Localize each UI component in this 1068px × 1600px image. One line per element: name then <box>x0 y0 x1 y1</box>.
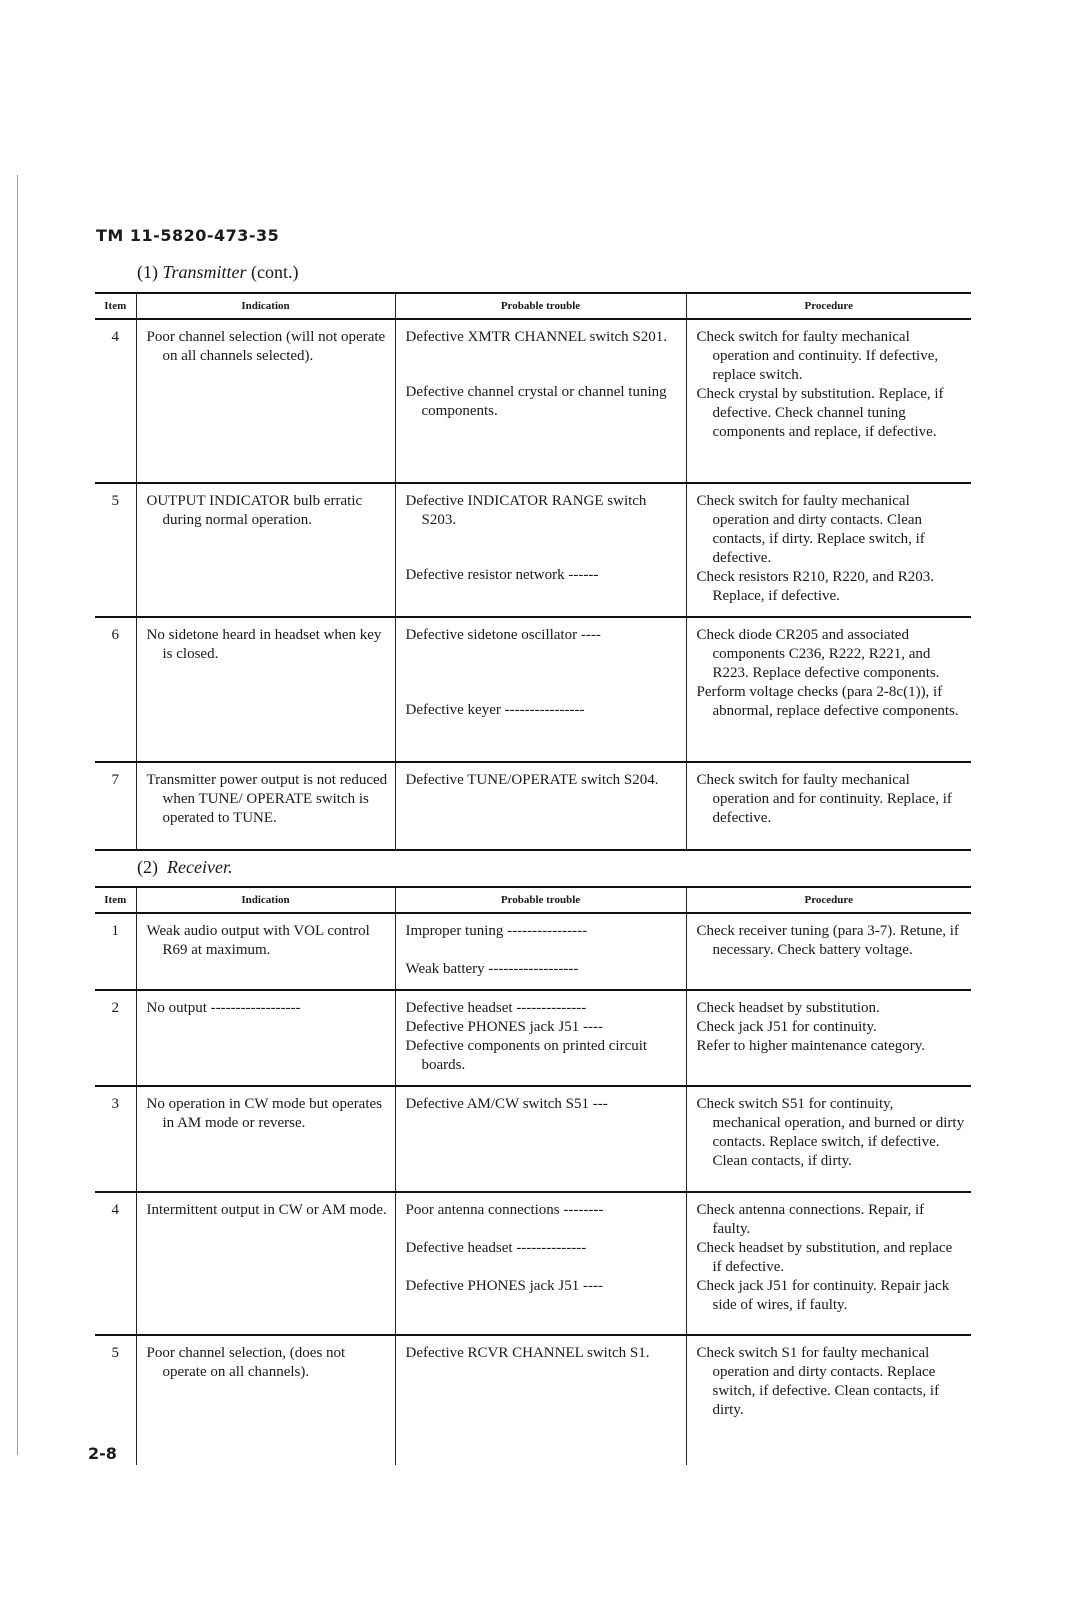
trouble-text: Defective headset -------------- <box>405 1240 587 1256</box>
trouble-text: Defective components on printed circuit boards. <box>405 1038 648 1073</box>
item-number: 7 <box>95 762 136 850</box>
page-number: 2-8 <box>88 1444 117 1463</box>
indication-text: Intermittent output in CW or AM mode. <box>146 1202 387 1218</box>
table-row <box>95 617 971 762</box>
procedure-text: Check crystal by substitution. Replace, if defective. Check channel tuning components and replace, if defective. <box>696 386 944 440</box>
col-header-item: Item <box>95 293 136 319</box>
table-header-row <box>95 293 971 319</box>
table-row <box>95 1335 971 1465</box>
procedure-text: Check receiver tuning (para 3-7). Retune, if necessary. Check battery voltage. <box>696 923 959 958</box>
trouble-text: Defective INDICATOR RANGE switch S203. <box>405 493 647 528</box>
indication-text: Transmitter power output is not reduced when TUNE/ OPERATE switch is operated to TUNE. <box>146 772 388 826</box>
procedure-text: Perform voltage checks (para 2-8c(1)), if abnormal, replace defective components. <box>696 684 959 719</box>
procedure-text: Check jack J51 for continuity. <box>696 1019 877 1035</box>
transmitter-table <box>95 292 971 851</box>
trouble-text: Defective AM/CW switch S51 --- <box>405 1096 608 1112</box>
procedure-text: Check switch S1 for faulty mechanical operation and dirty contacts. Replace switch, if defective. Clean contacts, if dirty. <box>696 1345 940 1418</box>
procedure-text: Check headset by substitution, and replace if defective. <box>696 1240 953 1275</box>
trouble-text: Poor antenna connections -------- <box>405 1202 604 1218</box>
procedure-text: Check switch for faulty mechanical operation and continuity. If defective, replace switch. <box>696 329 939 383</box>
table-header-row <box>95 887 971 913</box>
left-margin-line <box>17 175 18 1455</box>
item-number: 3 <box>95 1086 136 1192</box>
trouble-text: Defective PHONES jack J51 ---- <box>405 1019 603 1035</box>
transmitter-section-suffix: (cont.) <box>251 262 299 282</box>
transmitter-section-title <box>137 262 299 283</box>
transmitter-section-number: (1) <box>137 262 158 282</box>
col-header-indication: Indication <box>136 293 395 319</box>
procedure-text: Check switch for faulty mechanical operation and dirty contacts. Clean contacts, if dirty. Replace switch, if defective. <box>696 493 925 566</box>
procedure-text: Refer to higher maintenance category. <box>696 1038 926 1054</box>
col-header-indication: Indication <box>136 887 395 913</box>
item-number: 4 <box>95 1192 136 1335</box>
indication-text: Poor channel selection, (does not operate on all channels). <box>146 1345 346 1380</box>
trouble-text: Defective resistor network ------ <box>405 567 599 583</box>
trouble-text: Weak battery ------------------ <box>405 961 579 977</box>
receiver-section-name: Receiver. <box>167 857 233 877</box>
table-row <box>95 913 971 990</box>
indication-text: No output ------------------ <box>146 1000 301 1016</box>
procedure-text: Check switch S51 for continuity, mechanical operation, and burned or dirty contacts. Replace switch, if defective. Clean contacts, if dirty. <box>696 1096 965 1169</box>
indication-text: OUTPUT INDICATOR bulb erratic during normal operation. <box>146 493 363 528</box>
col-header-trouble: Probable trouble <box>395 293 686 319</box>
item-number: 5 <box>95 483 136 617</box>
trouble-text: Defective PHONES jack J51 ---- <box>405 1278 603 1294</box>
table-row <box>95 762 971 850</box>
trouble-text: Defective sidetone oscillator ---- <box>405 627 601 643</box>
trouble-text: Defective keyer ---------------- <box>405 702 585 718</box>
trouble-text: Defective headset -------------- <box>405 1000 587 1016</box>
item-number: 1 <box>95 913 136 990</box>
indication-text: Weak audio output with VOL control R69 at maximum. <box>146 923 370 958</box>
indication-text: Poor channel selection (will not operate on all channels selected). <box>146 329 386 364</box>
trouble-text: Defective RCVR CHANNEL switch S1. <box>405 1345 650 1361</box>
trouble-text: Defective XMTR CHANNEL switch S201. <box>405 329 667 345</box>
col-header-procedure: Procedure <box>686 293 971 319</box>
col-header-trouble: Probable trouble <box>395 887 686 913</box>
procedure-text: Check antenna connections. Repair, if faulty. <box>696 1202 925 1237</box>
table-row <box>95 483 971 617</box>
trouble-text: Defective channel crystal or channel tuning components. <box>405 384 667 419</box>
col-header-procedure: Procedure <box>686 887 971 913</box>
col-header-item: Item <box>95 887 136 913</box>
procedure-text: Check jack J51 for continuity. Repair jack side of wires, if faulty. <box>696 1278 950 1313</box>
procedure-text: Check switch for faulty mechanical operation and for continuity. Replace, if defective. <box>696 772 952 826</box>
item-number: 6 <box>95 617 136 762</box>
trouble-text: Defective TUNE/OPERATE switch S204. <box>405 772 659 788</box>
item-number: 4 <box>95 319 136 483</box>
indication-text: No sidetone heard in headset when key is closed. <box>146 627 382 662</box>
receiver-section-title <box>137 857 232 878</box>
table-row <box>95 1086 971 1192</box>
transmitter-section-name: Transmitter <box>162 262 247 282</box>
trouble-text: Improper tuning ---------------- <box>405 923 588 939</box>
procedure-text: Check resistors R210, R220, and R203. Replace, if defective. <box>696 569 934 604</box>
table-row <box>95 1192 971 1335</box>
receiver-table <box>95 886 971 1465</box>
indication-text: No operation in CW mode but operates in AM mode or reverse. <box>146 1096 383 1131</box>
table-row <box>95 319 971 483</box>
document-id: TM 11-5820-473-35 <box>96 226 280 245</box>
procedure-text: Check diode CR205 and associated components C236, R222, R221, and R223. Replace defective components. <box>696 627 940 681</box>
item-number: 2 <box>95 990 136 1086</box>
item-number: 5 <box>111 1345 119 1361</box>
table-row <box>95 990 971 1086</box>
procedure-text: Check headset by substitution. <box>696 1000 880 1016</box>
receiver-section-number: (2) <box>137 857 158 877</box>
